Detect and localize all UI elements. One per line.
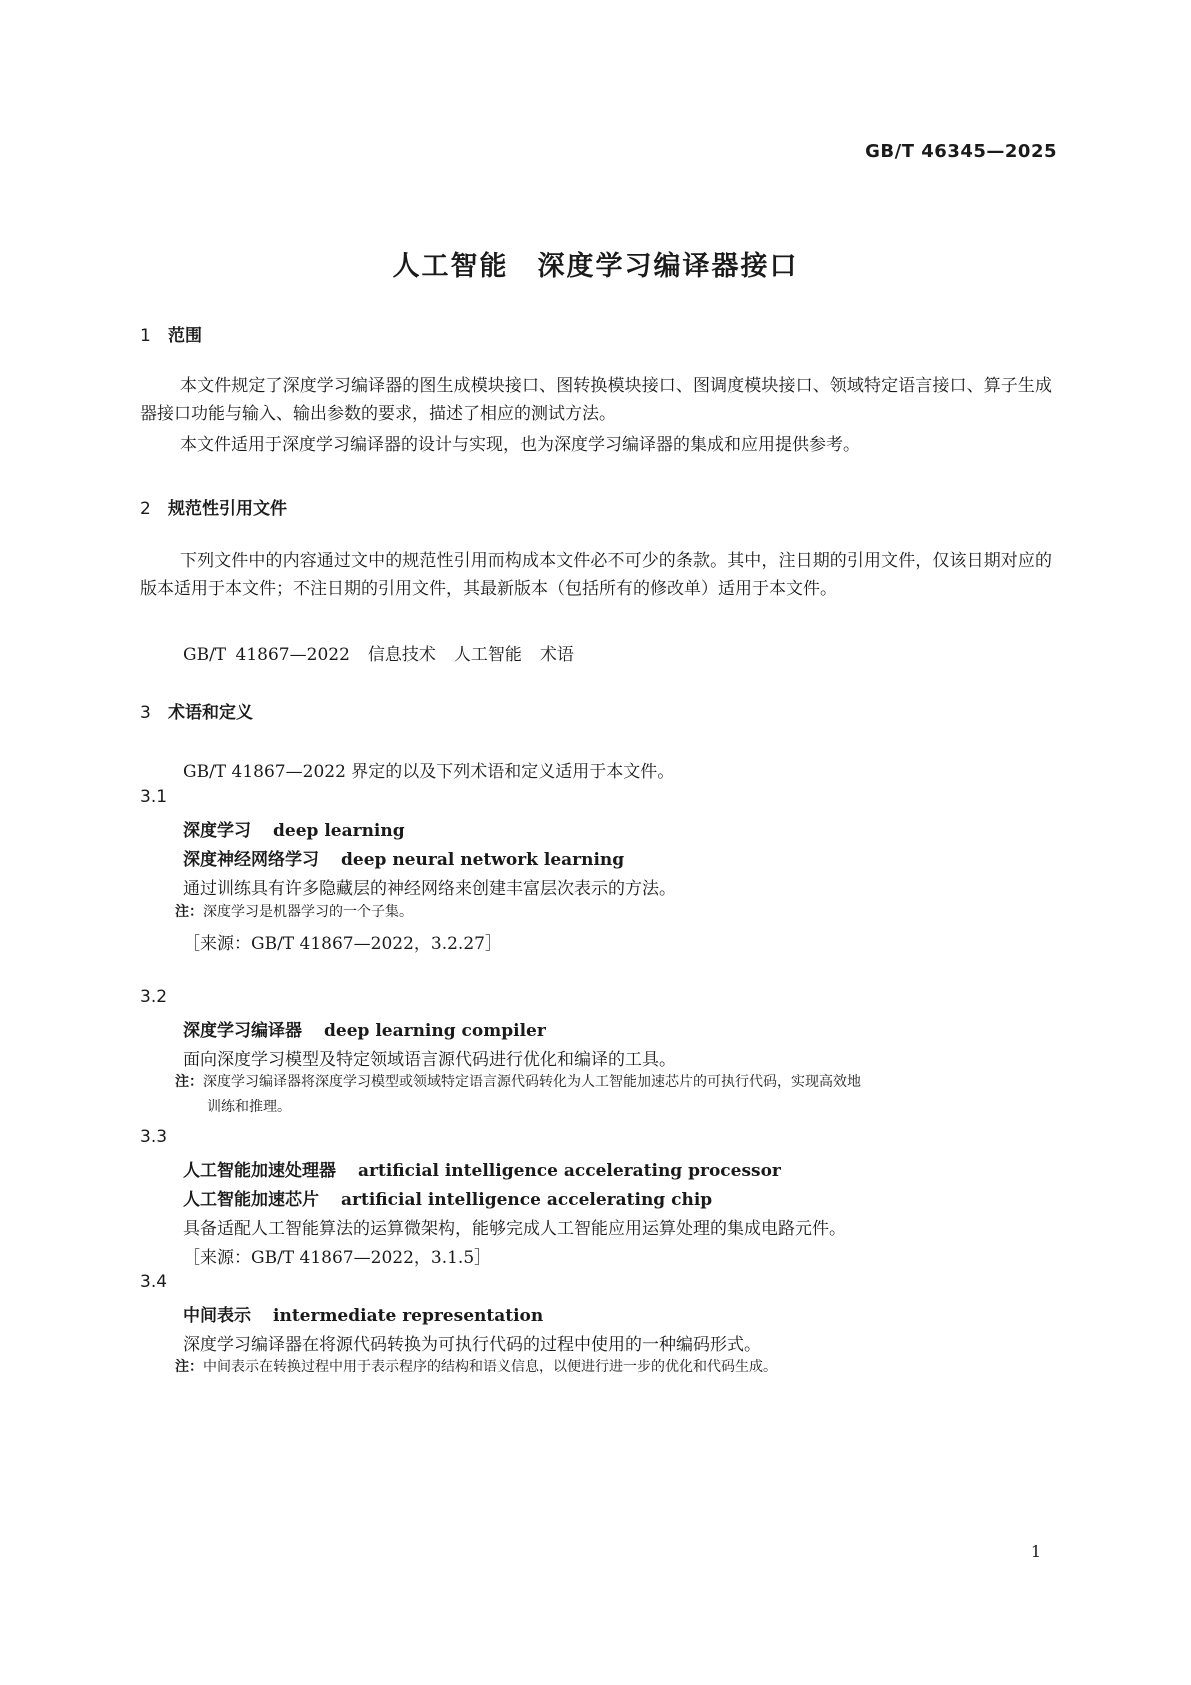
section-1-paragraph-1: 本文件规定了深度学习编译器的图生成模块接口、图转换模块接口、图调度模块接口、领域特定语言接口、算子生成器接口功能与输入、输出参数的要求，描述了相应的测试方法。	[140, 376, 1052, 424]
term-en: artificial intelligence accelerating chip	[341, 1190, 713, 1210]
section-number: 2	[140, 499, 151, 519]
term-note	[175, 1070, 1055, 1120]
term-definition: 具备适配人工智能算法的运算微架构，能够完成人工智能应用运算处理的集成电路元件。	[183, 1219, 846, 1239]
section-2-paragraph-1: 下列文件中的内容通过文中的规范性引用而构成本文件必不可少的条款。其中，注日期的引用文件，仅该日期对应的版本适用于本文件；不注日期的引用文件，其最新版本（包括所有的修改单）适用于本文件。	[140, 551, 1052, 599]
term-zh: 深度神经网络学习	[183, 850, 319, 870]
term-number: 3.3	[140, 1127, 168, 1147]
term-preferred	[183, 1156, 781, 1181]
term-preferred	[183, 1016, 546, 1041]
note-text: 深度学习是机器学习的一个子集。	[203, 904, 413, 920]
term-definition: 通过训练具有许多隐藏层的神经网络来创建丰富层次表示的方法。	[183, 879, 676, 899]
term-preferred	[183, 816, 405, 841]
term-zh: 人工智能加速芯片	[183, 1190, 319, 1210]
document-title: 人工智能 深度学习编译器接口	[392, 251, 799, 282]
note-text-continued: 训练和推理。	[207, 1099, 291, 1115]
reference-title-part: 人工智能	[453, 645, 522, 665]
section-number: 1	[140, 326, 151, 346]
section-title: 规范性引用文件	[168, 499, 287, 519]
section-3-heading	[140, 698, 253, 723]
term-definition: 深度学习编译器在将源代码转换为可执行代码的过程中使用的一种编码形式。	[183, 1335, 761, 1355]
section-1-heading	[140, 321, 202, 346]
term-admitted	[183, 845, 624, 870]
term-en: deep learning compiler	[324, 1021, 546, 1041]
page-number: 1	[1030, 1542, 1041, 1561]
note-text: 深度学习编译器将深度学习模型或领域特定语言源代码转化为人工智能加速芯片的可执行代码，实现高效地	[203, 1074, 861, 1090]
section-number: 3	[140, 703, 151, 723]
term-definition: 面向深度学习模型及特定领域语言源代码进行优化和编译的工具。	[183, 1050, 676, 1070]
term-en: deep learning	[273, 821, 405, 841]
term-en: intermediate representation	[273, 1306, 544, 1326]
note-label: 注：	[175, 904, 203, 920]
term-zh: 人工智能加速处理器	[183, 1161, 336, 1181]
reference-code: GB/T 41867—2022	[183, 645, 350, 665]
term-preferred	[183, 1301, 543, 1326]
term-zh: 深度学习	[183, 821, 251, 841]
note-label: 注：	[175, 1074, 203, 1090]
term-number: 3.1	[140, 787, 168, 807]
term-number: 3.2	[140, 987, 168, 1007]
note-text: 中间表示在转换过程中用于表示程序的结构和语义信息，以便进行进一步的优化和代码生成。	[203, 1359, 777, 1375]
reference-title-part: 术语	[539, 645, 574, 665]
section-title: 范围	[168, 326, 202, 346]
term-en: deep neural network learning	[341, 850, 625, 870]
section-3-intro: GB/T 41867—2022 界定的以及下列术语和定义适用于本文件。	[183, 762, 675, 782]
term-zh: 中间表示	[183, 1306, 251, 1326]
note-label: 注：	[175, 1359, 203, 1375]
normative-reference-item	[183, 640, 574, 665]
reference-title-part: 信息技术	[367, 645, 436, 665]
term-number: 3.4	[140, 1272, 168, 1292]
section-title: 术语和定义	[168, 703, 253, 723]
term-admitted	[183, 1185, 712, 1210]
term-source: ［来源：GB/T 41867—2022，3.2.27］	[183, 934, 502, 954]
standard-number: GB/T 46345—2025	[865, 141, 1057, 162]
term-note	[175, 900, 1055, 925]
term-en: artificial intelligence accelerating processor	[358, 1161, 781, 1181]
term-note	[175, 1355, 1055, 1380]
term-source: ［来源：GB/T 41867—2022，3.1.5］	[183, 1248, 492, 1268]
section-2-heading	[140, 494, 287, 519]
section-1-paragraph-2: 本文件适用于深度学习编译器的设计与实现，也为深度学习编译器的集成和应用提供参考。	[180, 435, 860, 455]
term-zh: 深度学习编译器	[183, 1021, 302, 1041]
